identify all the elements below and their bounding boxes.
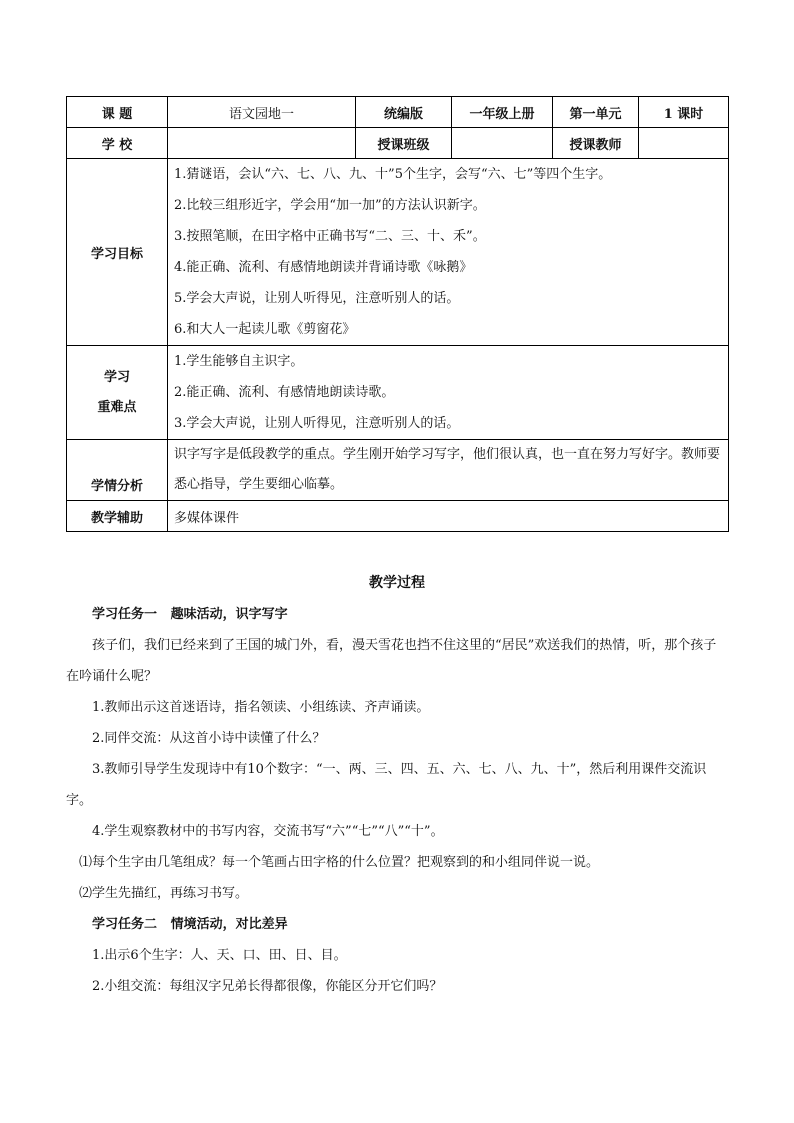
process-title: 教学过程 — [369, 575, 425, 591]
school-label: 学 校 — [67, 128, 168, 159]
task1-step-4: 4.学生观察教材中的书写内容，交流书写“六”“七”“八”“十”。 — [92, 824, 444, 839]
objectives-content — [168, 159, 729, 346]
key-points-row — [67, 346, 729, 440]
objectives-row — [67, 159, 729, 346]
objective-item: 3.按照笔顺，在田字格中正确书写“二、三、十、禾”。 — [174, 229, 486, 244]
aids-row — [67, 501, 729, 532]
teacher-value-cell — [639, 128, 729, 159]
analysis-label: 学情分析 — [67, 440, 168, 501]
task2-step-1: 1.出示6个生字：人、天、口、田、日、目。 — [92, 948, 347, 963]
edition-value: 统编版 — [356, 97, 452, 128]
analysis-text: 识字写字是低段教学的重点。学生刚开始学习写字，他们很认真，也一直在努力写好字。教师要悉心指导，学生要细心临摹。 — [168, 440, 729, 501]
teacher-label: 授课教师 — [553, 128, 639, 159]
task1-intro: 孩子们，我们已经来到了王国的城门外，看，漫天雪花也挡不住这里的“居民”欢送我们的热情，听，那个孩子在吟诵什么呢？ — [66, 638, 717, 684]
task1-step-2: 2.同伴交流：从这首小诗中读懂了什么？ — [92, 731, 326, 746]
task1-step-3: 3.教师引导学生发现诗中有10个数字：“一、两、三、四、五、六、七、八、九、十”，然后利用课件交流识字。 — [66, 762, 707, 808]
class-label: 授课班级 — [356, 128, 452, 159]
task1-step-1: 1.教师出示这首迷语诗，指名领读、小组练读、齐声诵读。 — [92, 700, 430, 715]
task2-heading: 学习任务二 情境活动，对比差异 — [92, 917, 288, 932]
school-value-cell — [168, 128, 356, 159]
aids-label: 教学辅助 — [67, 501, 168, 532]
task1-substep-2: ⑵学生先描红，再练习书写。 — [79, 886, 249, 901]
task1-heading: 学习任务一 趣味活动，识字写字 — [92, 607, 288, 622]
task2-step-2: 2.小组交流：每组汉字兄弟长得都很像，你能区分开它们吗？ — [92, 979, 443, 994]
teaching-process — [66, 568, 728, 1002]
topic-label: 课 题 — [67, 97, 168, 128]
key-point-item: 3.学会大声说，让别人听得见，注意听别人的话。 — [174, 416, 460, 431]
header-row — [67, 97, 729, 128]
lesson-plan-table — [66, 96, 729, 532]
key-points-label — [67, 346, 168, 440]
key-point-item: 1.学生能够自主识字。 — [174, 354, 304, 369]
objective-item: 6.和大人一起读儿歌《剪窗花》 — [174, 322, 356, 337]
objective-item: 5.学会大声说，让别人听得见，注意听别人的话。 — [174, 291, 460, 306]
objective-item: 2.比较三组形近字，学会用“加一加”的方法认识新字。 — [174, 198, 486, 213]
analysis-row — [67, 440, 729, 501]
key-points-label-line2: 重难点 — [97, 399, 137, 415]
objective-item: 4.能正确、流利、有感情地朗读并背诵诗歌《咏鹅》 — [174, 260, 473, 275]
grade-value: 一年级上册 — [452, 97, 553, 128]
school-row — [67, 128, 729, 159]
key-point-item: 2.能正确、流利、有感情地朗读诗歌。 — [174, 385, 395, 400]
class-value-cell — [452, 128, 553, 159]
key-points-content — [168, 346, 729, 440]
lesson-title: 语文园地一 — [168, 97, 356, 128]
key-points-label-line1: 学习 — [103, 369, 130, 385]
unit-value: 第一单元 — [553, 97, 639, 128]
task1-substep-1: ⑴每个生字由几笔组成？每一个笔画占田字格的什么位置？把观察到的和小组同伴说一说。 — [79, 855, 600, 870]
aids-text: 多媒体课件 — [168, 501, 729, 532]
hours-value: 1 课时 — [639, 97, 729, 128]
objectives-label: 学习目标 — [67, 159, 168, 346]
objective-item: 1.猜谜语，会认“六、七、八、九、十”5个生字，会写“六、七”等四个生字。 — [174, 167, 612, 182]
